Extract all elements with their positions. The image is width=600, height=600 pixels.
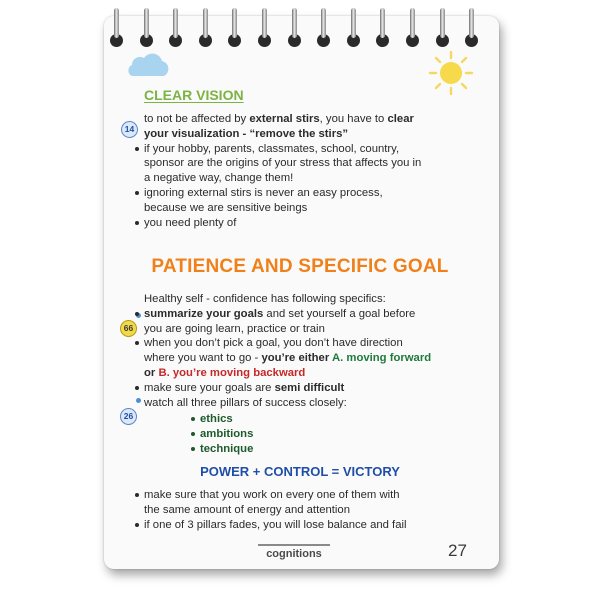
text-bold: your visualization - “remove the stirs”	[144, 127, 349, 140]
text-span: and set yourself a goal before	[263, 307, 416, 320]
text-span: Healthy self - confidence has following specifics:	[144, 293, 386, 305]
bullet-direction-cont	[134, 366, 476, 381]
text-bold: semi difficult	[274, 381, 345, 394]
text-span: you are going learn, practice or train	[144, 322, 325, 335]
text-span: , you have to	[319, 113, 388, 125]
pillar-technique: technique	[190, 442, 253, 457]
pillar-ambitions: ambitions	[190, 427, 253, 442]
bullet-ignoring-cont	[134, 201, 476, 216]
bullet-pillars	[134, 396, 476, 411]
intro-line	[134, 292, 476, 307]
text-bold: clear	[387, 113, 414, 125]
text-span: to not be affected by	[144, 113, 250, 125]
footer-divider	[258, 544, 330, 546]
bullet-balance	[134, 518, 476, 533]
text-bold: you’re either	[261, 352, 332, 365]
moving-backward-text: B. you’re moving backward	[158, 366, 306, 379]
reference-badge-14: 14	[121, 121, 138, 138]
text-span: you need plenty of	[144, 216, 237, 229]
bullet-hobby-cont	[134, 171, 476, 186]
text-span: because we are sensitive beings	[144, 201, 308, 214]
bullet-direction	[134, 336, 476, 351]
clear-vision-heading: CLEAR VISION	[144, 87, 244, 103]
bullet-energy-cont	[134, 503, 476, 518]
text-span: make sure your goals are	[144, 381, 275, 394]
bullet-summarize	[134, 307, 476, 322]
intro-line-2	[134, 127, 476, 142]
bullet-ignoring	[134, 186, 476, 201]
clear-vision-text	[134, 112, 476, 230]
reference-badge-66: 66	[120, 320, 137, 337]
text-span: ignoring external stirs is never an easy process,	[144, 186, 383, 199]
bullet-semi-difficult	[134, 381, 476, 396]
patience-text	[134, 292, 476, 410]
text-span: if your hobby, parents, classmates, school, country,	[144, 142, 400, 155]
bullet-energy	[134, 488, 476, 503]
text-span: watch all three pillars of success closely:	[144, 396, 347, 409]
text-span: the same amount of energy and attention	[144, 503, 350, 516]
bullet-direction-cont	[134, 351, 476, 366]
text-span: when you don’t pick a goal, you don’t have direction	[144, 337, 403, 350]
pillar-ethics: ethics	[190, 412, 253, 427]
bullet-summarize-cont	[134, 322, 476, 337]
text-span: make sure that you work on every one of them with	[144, 489, 400, 501]
bullet-hobby-cont	[134, 156, 476, 171]
text-span: where you want to go -	[144, 352, 262, 365]
text-bold: external stirs	[249, 113, 320, 125]
text-span: a negative way, change them!	[144, 172, 294, 185]
intro-line	[134, 112, 476, 127]
text-bold: or	[144, 366, 159, 379]
text-bold: summarize your goals	[144, 307, 264, 320]
formula-text: POWER + CONTROL = VICTORY	[200, 464, 400, 479]
text-span: sponsor are the origins of your stress that affects you in	[144, 157, 422, 170]
pillars-list	[190, 412, 253, 457]
page-number: 27	[448, 541, 467, 560]
bullet-plenty	[134, 216, 476, 231]
reference-badge-26: 26	[120, 408, 137, 425]
text-span: if one of 3 pillars fades, you will lose balance and fail	[144, 518, 407, 531]
moving-forward-text: A. moving forward	[331, 352, 432, 365]
patience-heading: PATIENCE AND SPECIFIC GOAL	[151, 256, 449, 277]
bullet-hobby	[134, 142, 476, 157]
footer-label: cognitions	[266, 548, 322, 560]
closing-bullets	[134, 488, 476, 532]
